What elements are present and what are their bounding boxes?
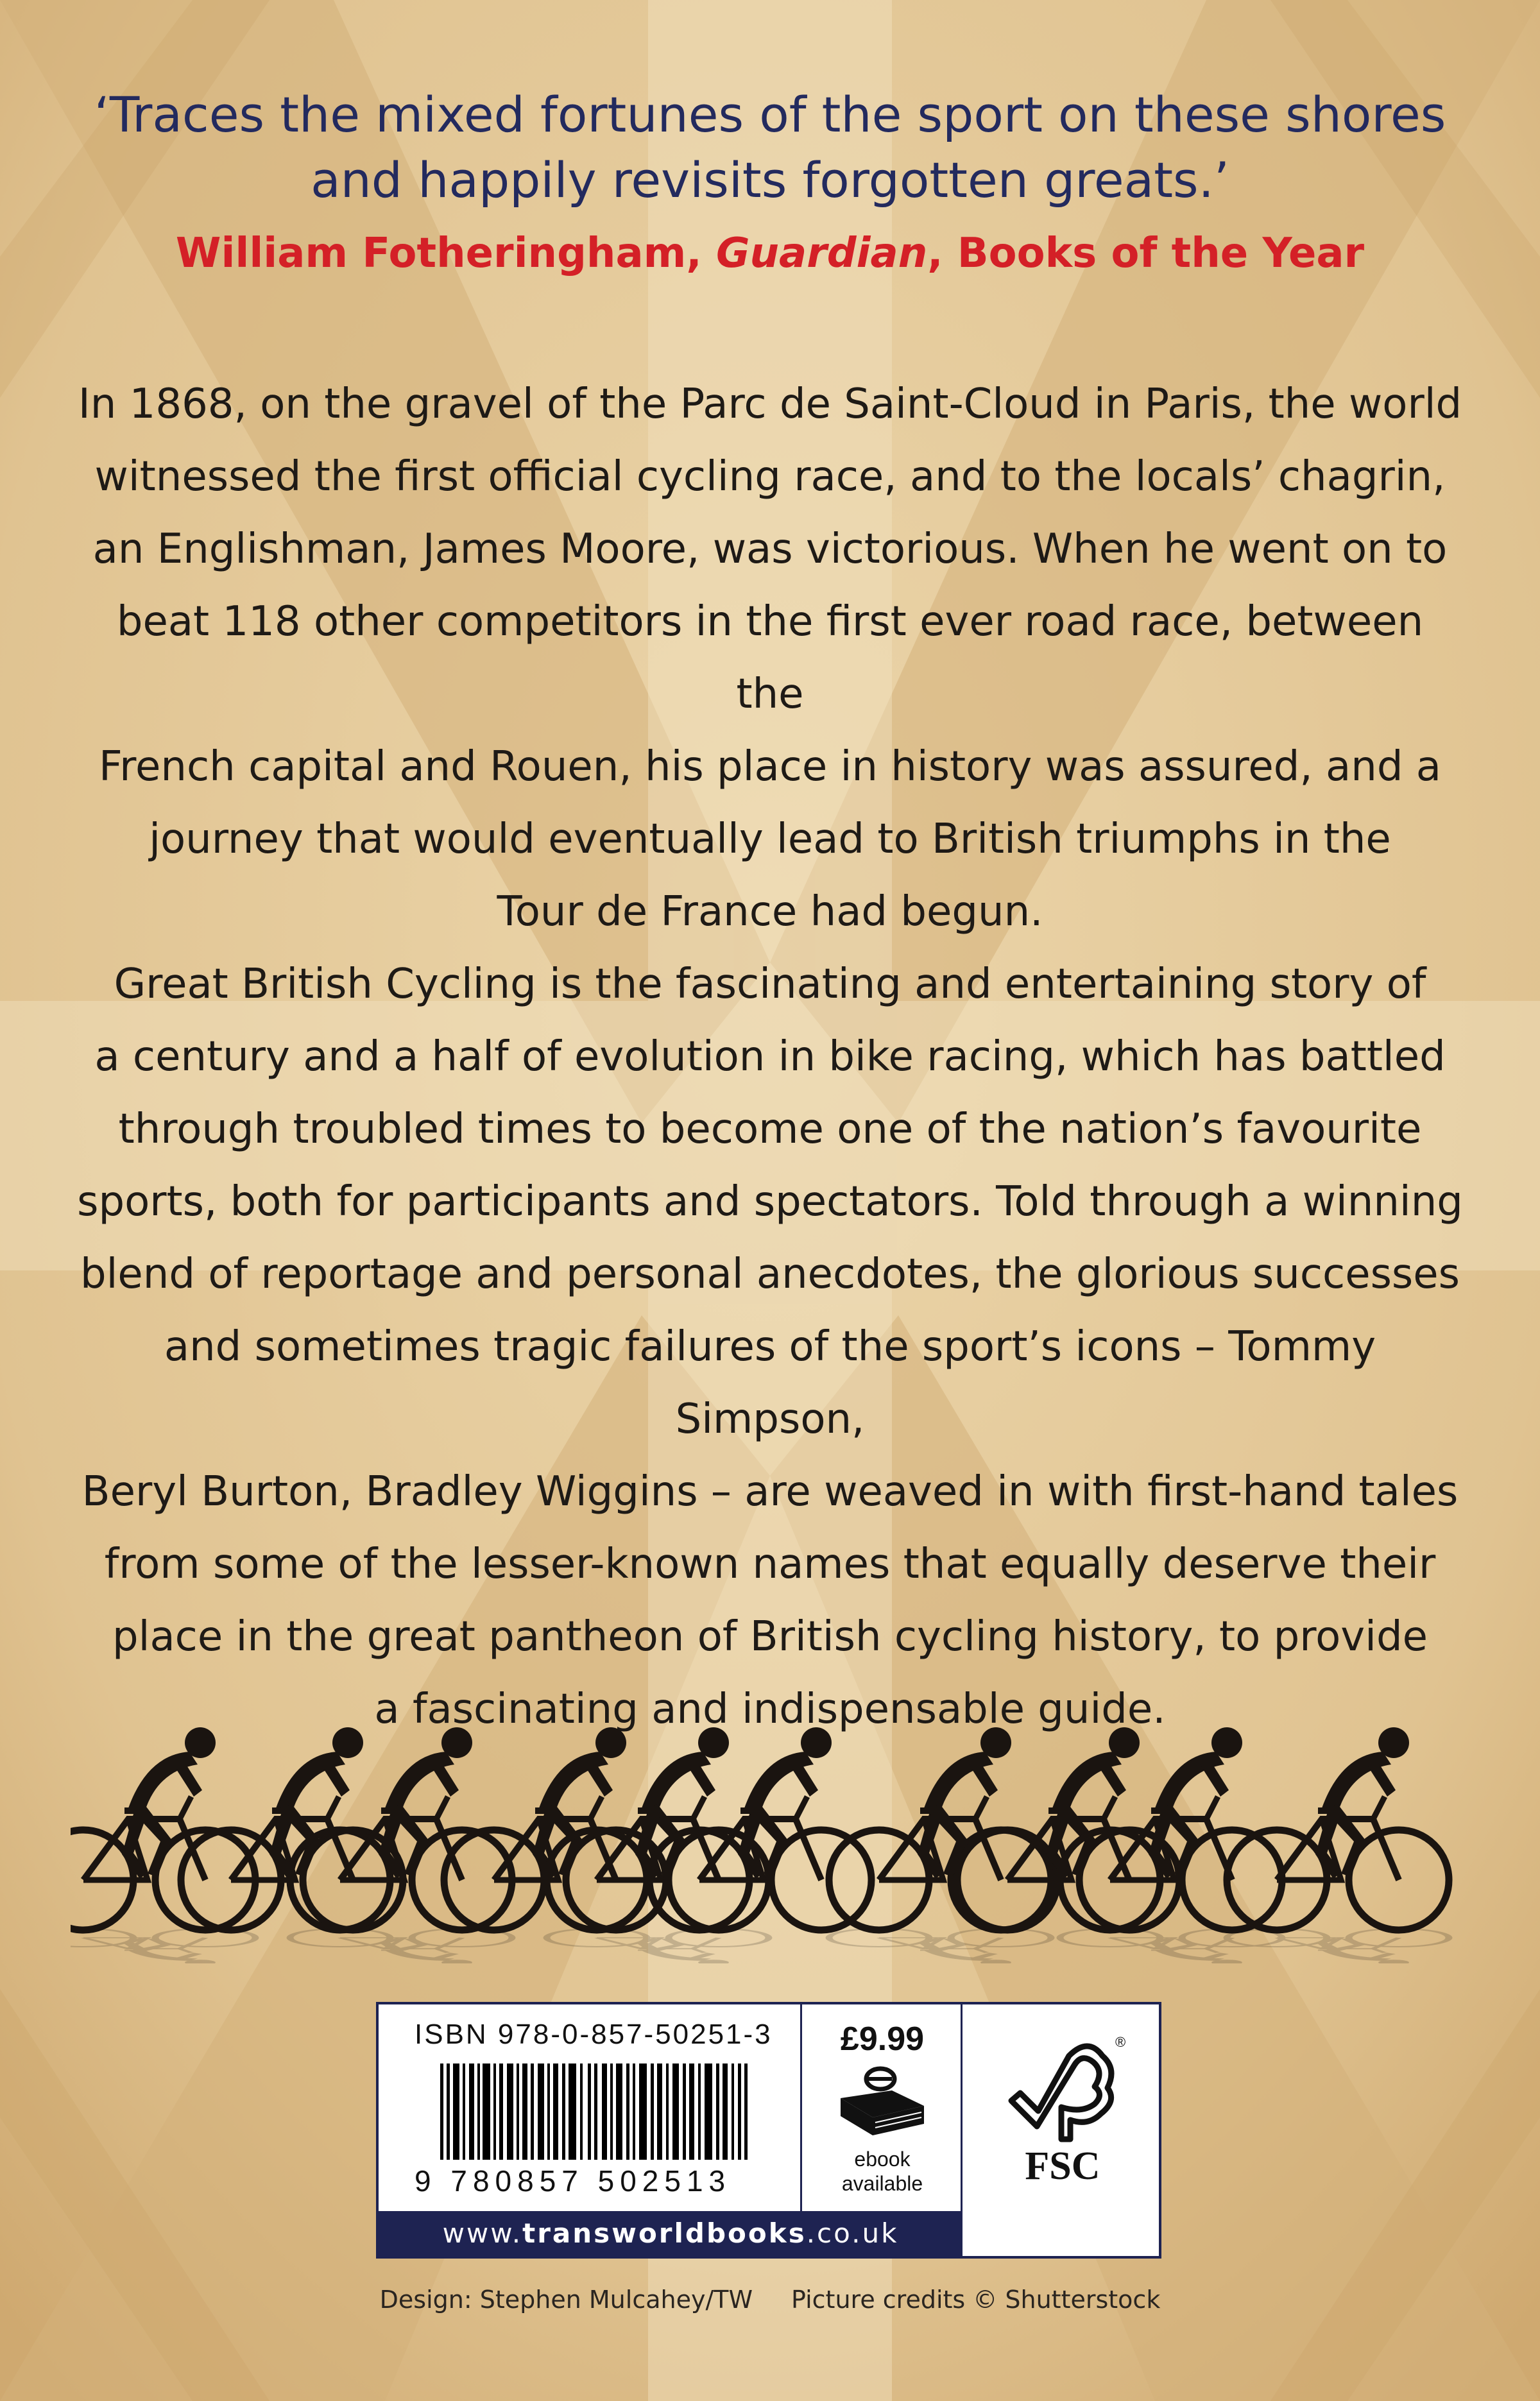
blurb-line: Great British Cycling is the fascinating and entertaining story of: [114, 961, 1426, 1008]
website-name: transworldbooks: [522, 2217, 807, 2249]
picture-credit: Picture credits © Shutterstock: [791, 2286, 1161, 2314]
ebook-label-line2: available: [841, 2172, 923, 2195]
barcode-panel: [376, 2002, 1161, 2259]
cover-credits: [0, 2286, 1540, 2314]
review-quote: [64, 82, 1476, 213]
blurb-line: sports, both for participants and spectators. Told through a winning: [77, 1178, 1463, 1226]
attribution-suffix: , Books of the Year: [927, 230, 1365, 277]
blurb-line: French capital and Rouen, his place in history was assured, and a: [98, 743, 1442, 790]
blurb-line: journey that would eventually lead to British triumphs in the: [149, 816, 1391, 863]
blurb-line: an Englishman, James Moore, was victorious. When he went on to: [92, 525, 1448, 573]
ebook-label-line1: ebook: [854, 2148, 911, 2171]
attribution-name: William Fotheringham,: [175, 230, 716, 277]
isbn-cell: [379, 2004, 802, 2211]
isbn-label: ISBN 978-0-857-50251-3: [415, 2019, 773, 2050]
blurb-line: through troubled times to become one of the nation’s favourite: [118, 1106, 1422, 1153]
blurb-line: witnessed the first official cycling race, and to the locals’ chagrin,: [94, 453, 1446, 500]
peloton-silhouette: [71, 1694, 1469, 1963]
website-suffix: .co.uk: [806, 2217, 899, 2249]
attribution-publication: Guardian: [715, 230, 928, 277]
blurb-line: blend of reportage and personal anecdotes, the glorious successes: [80, 1251, 1460, 1298]
website-prefix: www.: [442, 2217, 523, 2249]
blurb-line: and sometimes tragic failures of the sport’s icons – Tommy Simpson,: [164, 1323, 1376, 1443]
blurb-paragraph-2: [77, 948, 1463, 1746]
fsc-label: FSC: [1025, 2144, 1100, 2188]
blurb-line: a fascinating and indispensable guide.: [374, 1686, 1166, 1733]
fsc-cell: [963, 2004, 1159, 2211]
ebook-book-icon: [834, 2066, 930, 2143]
blurb-line: Tour de France had begun.: [497, 888, 1043, 936]
blurb-line: a century and a half of evolution in bike racing, which has battled: [94, 1033, 1446, 1081]
fsc-tree-checkmark-logo: [998, 2030, 1127, 2191]
review-quote-line: and happily revisits forgotten greats.’: [311, 151, 1229, 209]
barcode-digits: 9 780857 502513: [415, 2164, 732, 2198]
blurb-line: beat 118 other competitors in the first ever road race, between the: [116, 598, 1424, 718]
design-credit: Design: Stephen Mulcahey/TW: [379, 2286, 753, 2314]
ebook-label: [802, 2147, 963, 2196]
barcode-icon: [440, 2063, 774, 2160]
blurb-paragraph-1: [77, 368, 1463, 948]
review-quote-line: ‘Traces the mixed fortunes of the sport on these shores: [94, 86, 1446, 143]
blurb-line: In 1868, on the gravel of the Parc de Saint-Cloud in Paris, the world: [78, 380, 1462, 428]
review-attribution: [51, 225, 1489, 282]
fsc-registered-mark: ®: [1115, 2034, 1126, 2050]
price: £9.99: [840, 2021, 925, 2058]
price-cell: [802, 2004, 963, 2211]
blurb-line: from some of the lesser-known names that equally deserve their: [104, 1541, 1436, 1588]
blurb-line: Beryl Burton, Bradley Wiggins – are weaved in with first-hand tales: [81, 1468, 1459, 1516]
publisher-website[interactable]: [379, 2211, 963, 2256]
blurb-line: place in the great pantheon of British cycling history, to provide: [112, 1613, 1428, 1661]
